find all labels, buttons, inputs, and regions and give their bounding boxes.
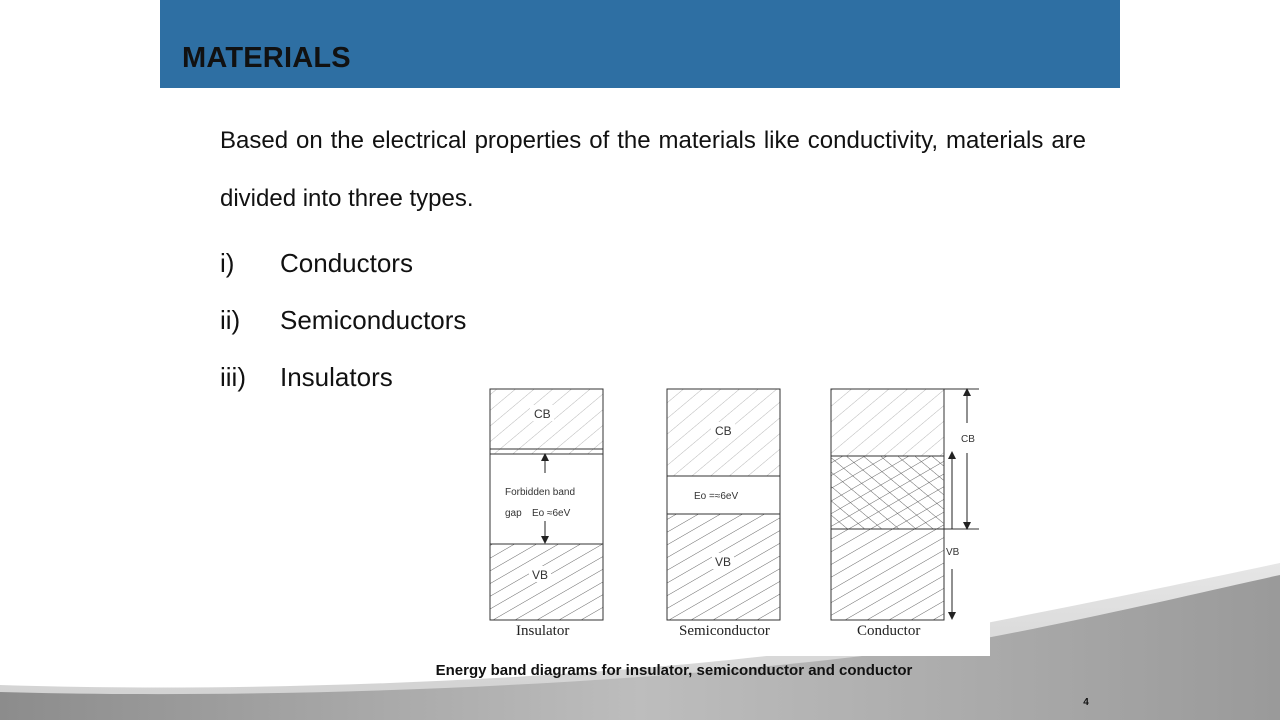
slide-title: MATERIALS bbox=[182, 42, 351, 74]
semiconductor-cb-label: CB bbox=[715, 424, 732, 438]
list-item bbox=[220, 235, 466, 292]
insulator-vb-label: VB bbox=[532, 568, 549, 582]
list-text: Conductors bbox=[280, 248, 413, 278]
list-text: Insulators bbox=[280, 362, 393, 392]
conductor-vb-label: VB bbox=[946, 547, 960, 558]
semiconductor-gap-energy: Eo =≈6eV bbox=[694, 491, 739, 502]
conductor-cb-label: CB bbox=[961, 434, 975, 445]
conductor-title: Conductor bbox=[857, 623, 921, 639]
semiconductor-diagram bbox=[667, 389, 780, 639]
list-item bbox=[220, 292, 466, 349]
list-number: i) bbox=[220, 248, 235, 278]
insulator-gap-energy: Eo ≈6eV bbox=[532, 508, 571, 519]
material-types-list bbox=[220, 235, 466, 406]
page-number: 4 bbox=[1083, 697, 1089, 708]
insulator-gap-label: Forbidden band bbox=[505, 487, 576, 498]
insulator-cb-label: CB bbox=[534, 407, 551, 421]
list-number: iii) bbox=[220, 362, 246, 392]
insulator-gap-label-2: gap bbox=[505, 508, 522, 519]
conductor-diagram bbox=[831, 389, 979, 639]
figure-caption: Energy band diagrams for insulator, semiconductor and conductor bbox=[435, 662, 913, 679]
list-number: ii) bbox=[220, 305, 241, 335]
intro-paragraph: Based on the electrical properties of the materials like conductivity, materials are divided into three types. bbox=[220, 127, 1086, 212]
list-item bbox=[220, 349, 466, 406]
semiconductor-title: Semiconductor bbox=[679, 623, 770, 639]
energy-band-diagram bbox=[485, 383, 990, 656]
header-band bbox=[160, 0, 1120, 88]
insulator-title: Insulator bbox=[516, 623, 570, 639]
insulator-diagram bbox=[490, 389, 603, 639]
list-text: Semiconductors bbox=[280, 305, 467, 335]
semiconductor-vb-label: VB bbox=[715, 555, 732, 569]
